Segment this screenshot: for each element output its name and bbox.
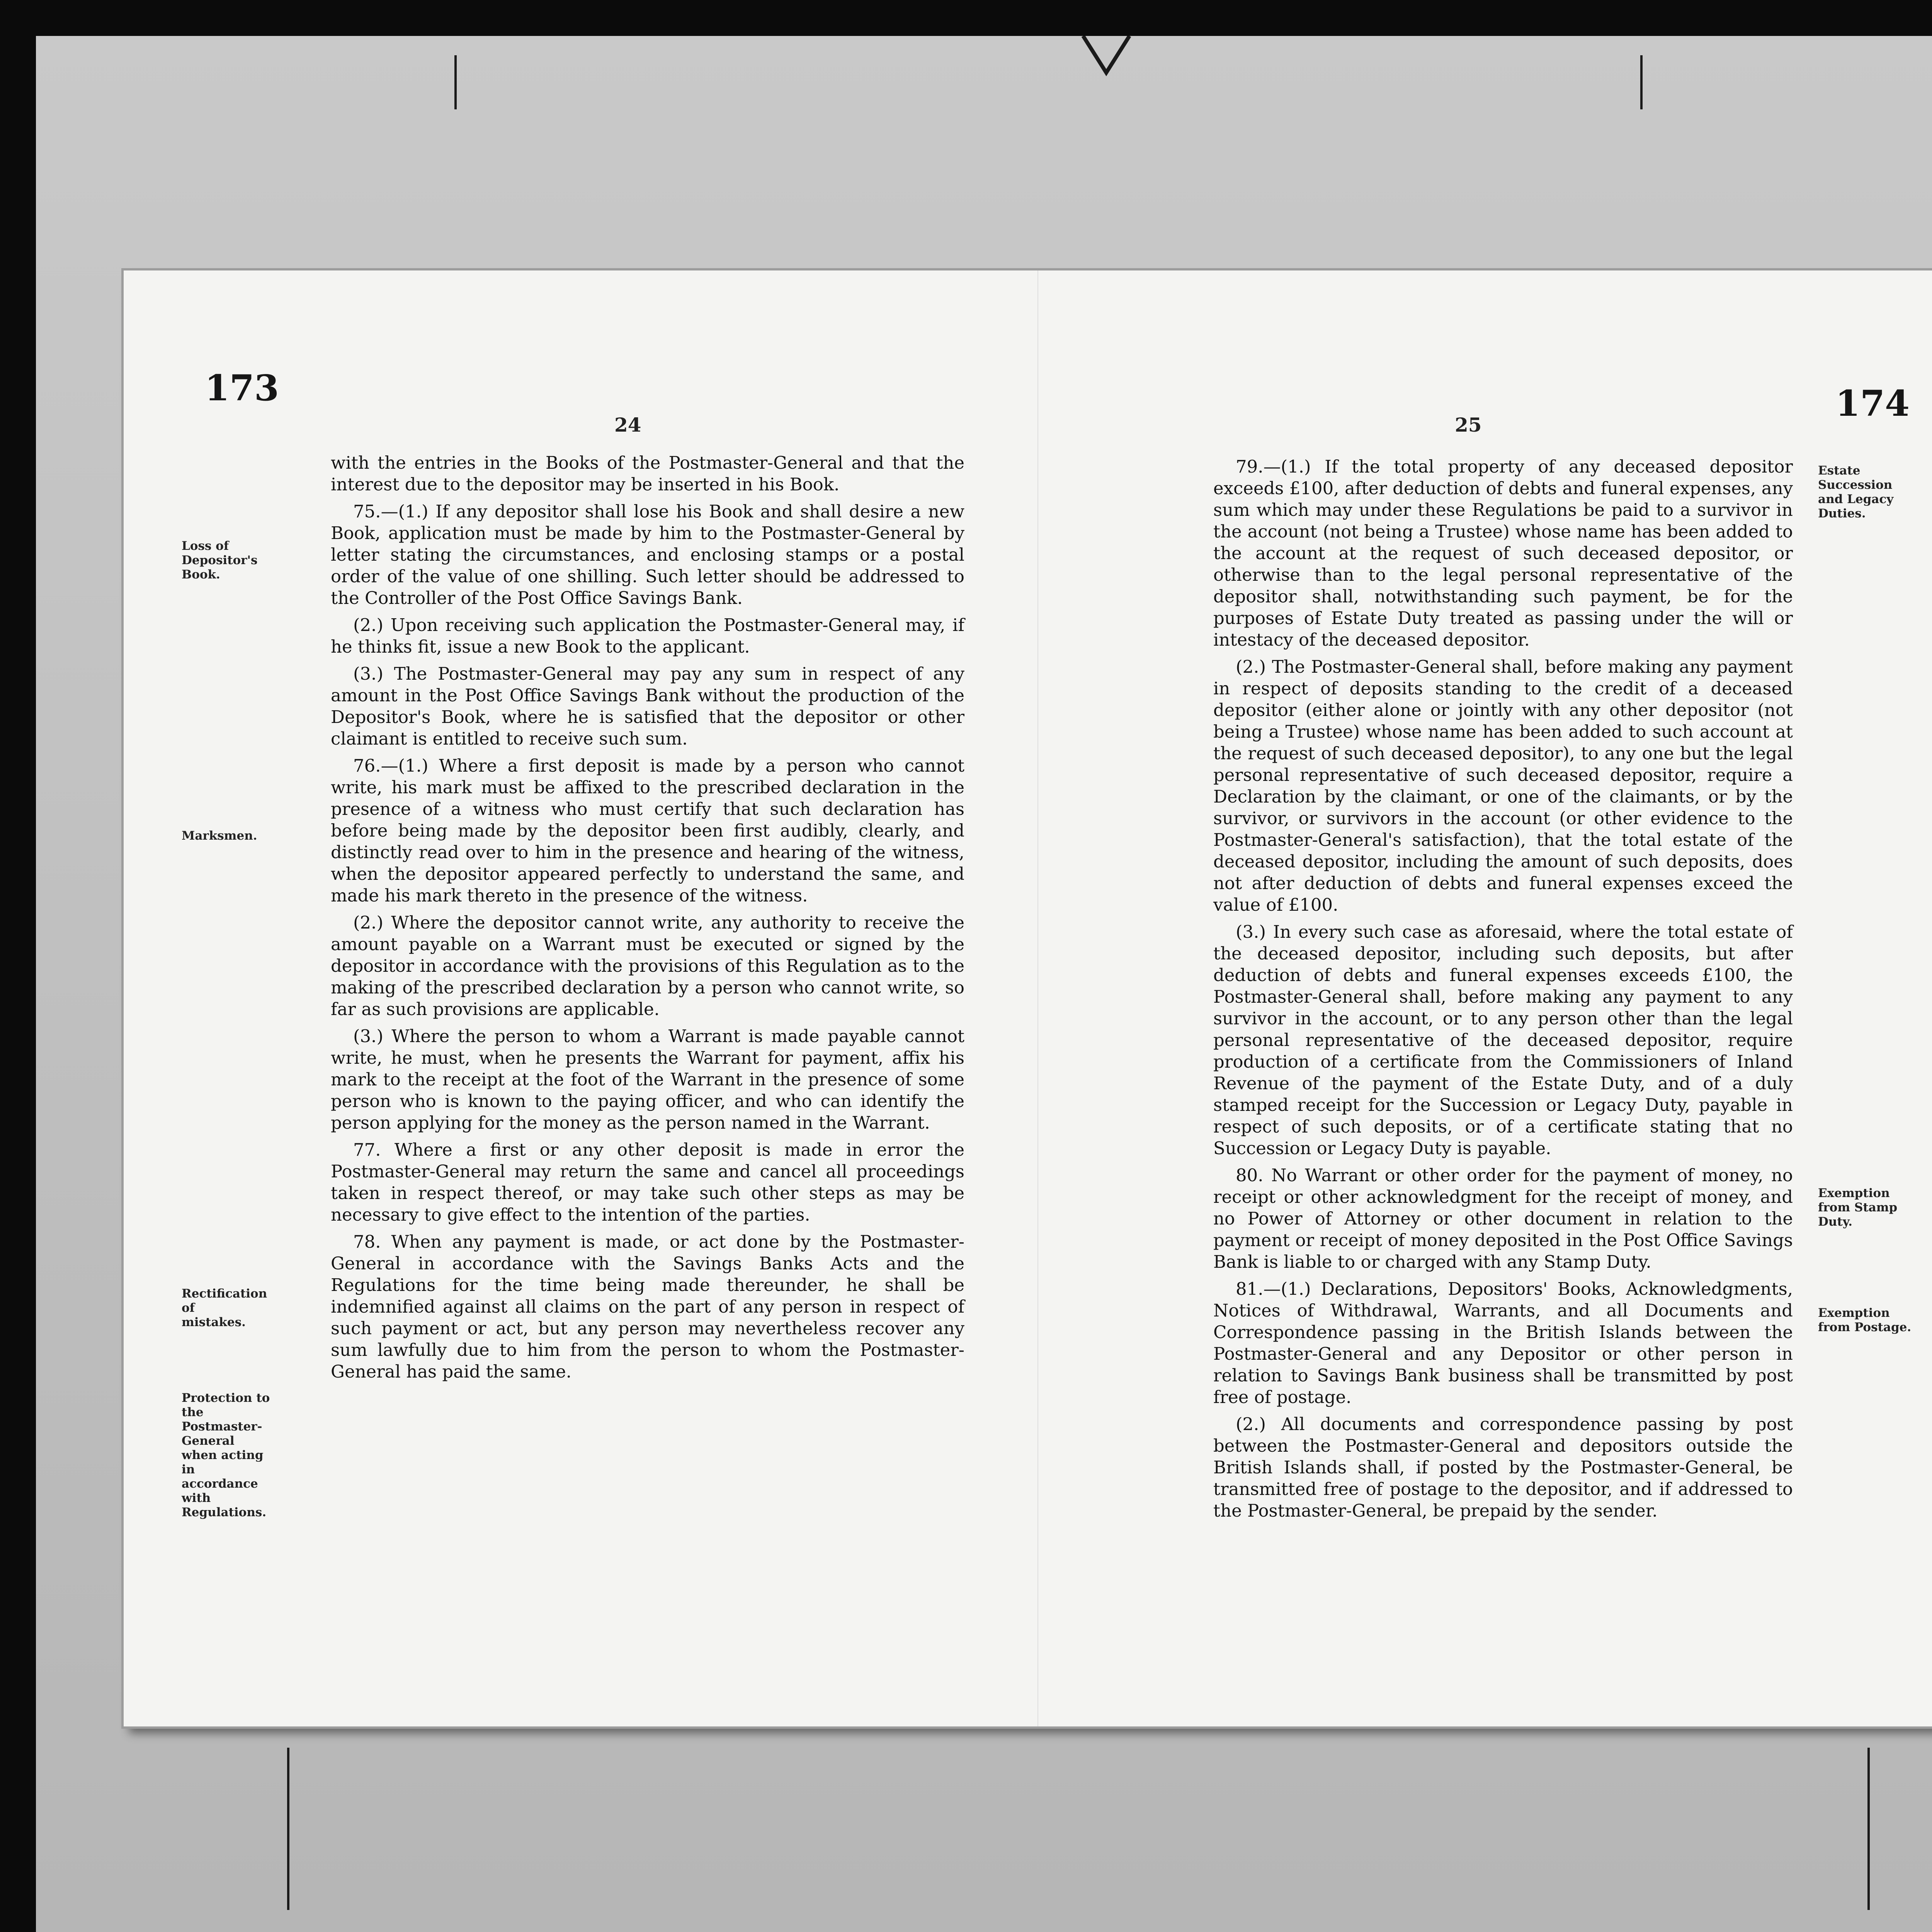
- margin-note: Rectification of mistakes.: [182, 1287, 267, 1329]
- paragraph: (2.) The Postmaster-General shall, before making any payment in respect of deposits standing to the credit of a deceased depositor (either alone or jointly with any other depositor (not being a Trustee) whose name has been added to such account at the request of such deceased depositor), to any one but the legal personal representative of such deceased depositor, require a Declaration by the claimant, or one of the claimants, or by the survivor, or survivors in the account (or other evidence to the Postmaster-General's satisfaction), that the total estate of the deceased depositor, including the amount of such deposits, does not after deduction of debts and funeral expenses exceed the value of £100.: [1213, 656, 1793, 915]
- paragraph: (2.) Upon receiving such application the Postmaster-General may, if he thinks fit, issue a new Book to the applicant.: [331, 615, 964, 657]
- registration-tick-left: [454, 55, 457, 109]
- paragraph: 78. When any payment is made, or act done by the Postmaster-General in accordance with the Savings Banks Acts and the Regulations for the time being made thereunder, he shall be indemnified against all claims on the part of any person in respect of such payment or act, but any person may nevertheless recover any sum lawfully due to him from the person to whom the Postmaster-General has paid the same.: [331, 1231, 964, 1382]
- left-text-column: [331, 452, 964, 1388]
- margin-note: Marksmen.: [182, 829, 257, 843]
- margin-note: Protection to the Postmaster-General when acting in accordance with Regulations.: [182, 1391, 270, 1519]
- left-page: [124, 270, 1037, 1726]
- paragraph: 75.—(1.) If any depositor shall lose his Book and shall desire a new Book, application must be made by him to the Postmaster-General by letter stating the circumstances, and enclosing stamps or a postal order of the value of one shilling. Such letter should be addressed to the Controller of the Post Office Savings Bank.: [331, 501, 964, 608]
- page-number: 24: [614, 413, 641, 436]
- folio-number: 173: [205, 367, 279, 409]
- margin-note: Estate Succession and Legacy Duties.: [1818, 464, 1894, 520]
- paragraph: 76.—(1.) Where a first deposit is made by a person who cannot write, his mark must be affixed to the prescribed declaration in the presence of a witness who must certify that such declaration has before being made by the depositor been first audibly, clearly, and distinctly read over to him in the presence and hearing of the witness, when the depositor appeared perfectly to understand the same, and made his mark thereto in the presence of the witness.: [331, 755, 964, 906]
- right-page: [1037, 270, 1932, 1726]
- paragraph: 80. No Warrant or other order for the payment of money, no receipt or other acknowledgment for the receipt of money, and no Power of Attorney or other document in relation to the payment or receipt of money deposited in the Post Office Savings Bank is liable to or charged with any Stamp Duty.: [1213, 1165, 1793, 1272]
- paragraph: with the entries in the Books of the Postmaster-General and that the interest due to the depositor may be inserted in his Book.: [331, 452, 964, 495]
- folio-number: 174: [1835, 383, 1910, 424]
- paragraph: (3.) Where the person to whom a Warrant is made payable cannot write, he must, when he presents the Warrant for payment, affix his mark to the receipt at the foot of the Warrant in the presence of some person who is known to the paying officer, and who can identify the person applying for the money as the person named in the Warrant.: [331, 1026, 964, 1133]
- registration-notch: [1079, 36, 1133, 78]
- page-number: 25: [1455, 413, 1482, 436]
- paragraph: 81.—(1.) Declarations, Depositors' Books, Acknowledgments, Notices of Withdrawal, Warrants, and all Documents and Correspondence passing in the British Islands between the Postmaster-General and any Depositor or other person in relation to Savings Bank business shall be transmitted by post free of postage.: [1213, 1279, 1793, 1407]
- margin-note: Exemption from Stamp Duty.: [1818, 1186, 1898, 1229]
- margin-note: Loss of Depositor's Book.: [182, 539, 258, 582]
- document-spread: [124, 270, 1932, 1726]
- paragraph: 79.—(1.) If the total property of any deceased depositor exceeds £100, after deduction of debts and funeral expenses, any sum which may under these Regulations be paid to a survivor in the account (not being a Trustee) whose name has been added to the account at the request of such deceased depositor, or otherwise than to the legal personal representative of the depositor shall, notwithstanding such payment, be for the purposes of Estate Duty treated as passing under the will or intestacy of the deceased depositor.: [1213, 456, 1793, 650]
- margin-note: Exemption from Postage.: [1818, 1306, 1912, 1334]
- paragraph: 77. Where a first or any other deposit is made in error the Postmaster-General may return the same and cancel all proceedings taken in respect thereof, or may take such other steps as may be necessary to give effect to the intention of the parties.: [331, 1139, 964, 1225]
- paragraph: (2.) Where the depositor cannot write, any authority to receive the amount payable on a Warrant must be executed or signed by the depositor in accordance with the provisions of this Regulation as to the making of the prescribed declaration by a person who cannot write, so far as such provisions are applicable.: [331, 912, 964, 1019]
- paragraph: (3.) The Postmaster-General may pay any sum in respect of any amount in the Post Office Savings Bank without the production of the Depositor's Book, where he is satisfied that the depositor or other claimant is entitled to receive such sum.: [331, 663, 964, 749]
- registration-tick-right: [1640, 55, 1643, 109]
- margin-rule-right: [1867, 1748, 1870, 1910]
- margin-rule-left: [287, 1748, 289, 1910]
- paragraph: (2.) All documents and correspondence passing by post between the Postmaster-General and depositors outside the British Islands shall, if posted by the Postmaster-General, be transmitted free of postage to the depositor, and if addressed to the Postmaster-General, be prepaid by the sender.: [1213, 1414, 1793, 1521]
- paragraph: (3.) In every such case as aforesaid, where the total estate of the deceased depositor, including such deposits, but after deduction of debts and funeral expenses exceeds £100, the Postmaster-General shall, before making any payment to any survivor in the account, or to any person other than the legal personal representative of the deceased depositor, require production of a certificate from the Commissioners of Inland Revenue of the payment of the Estate Duty, and of a duly stamped receipt for the Succession or Legacy Duty, payable in respect of such deposits, or of a certificate stating that no Succession or Legacy Duty is payable.: [1213, 922, 1793, 1158]
- right-text-column: [1213, 456, 1793, 1527]
